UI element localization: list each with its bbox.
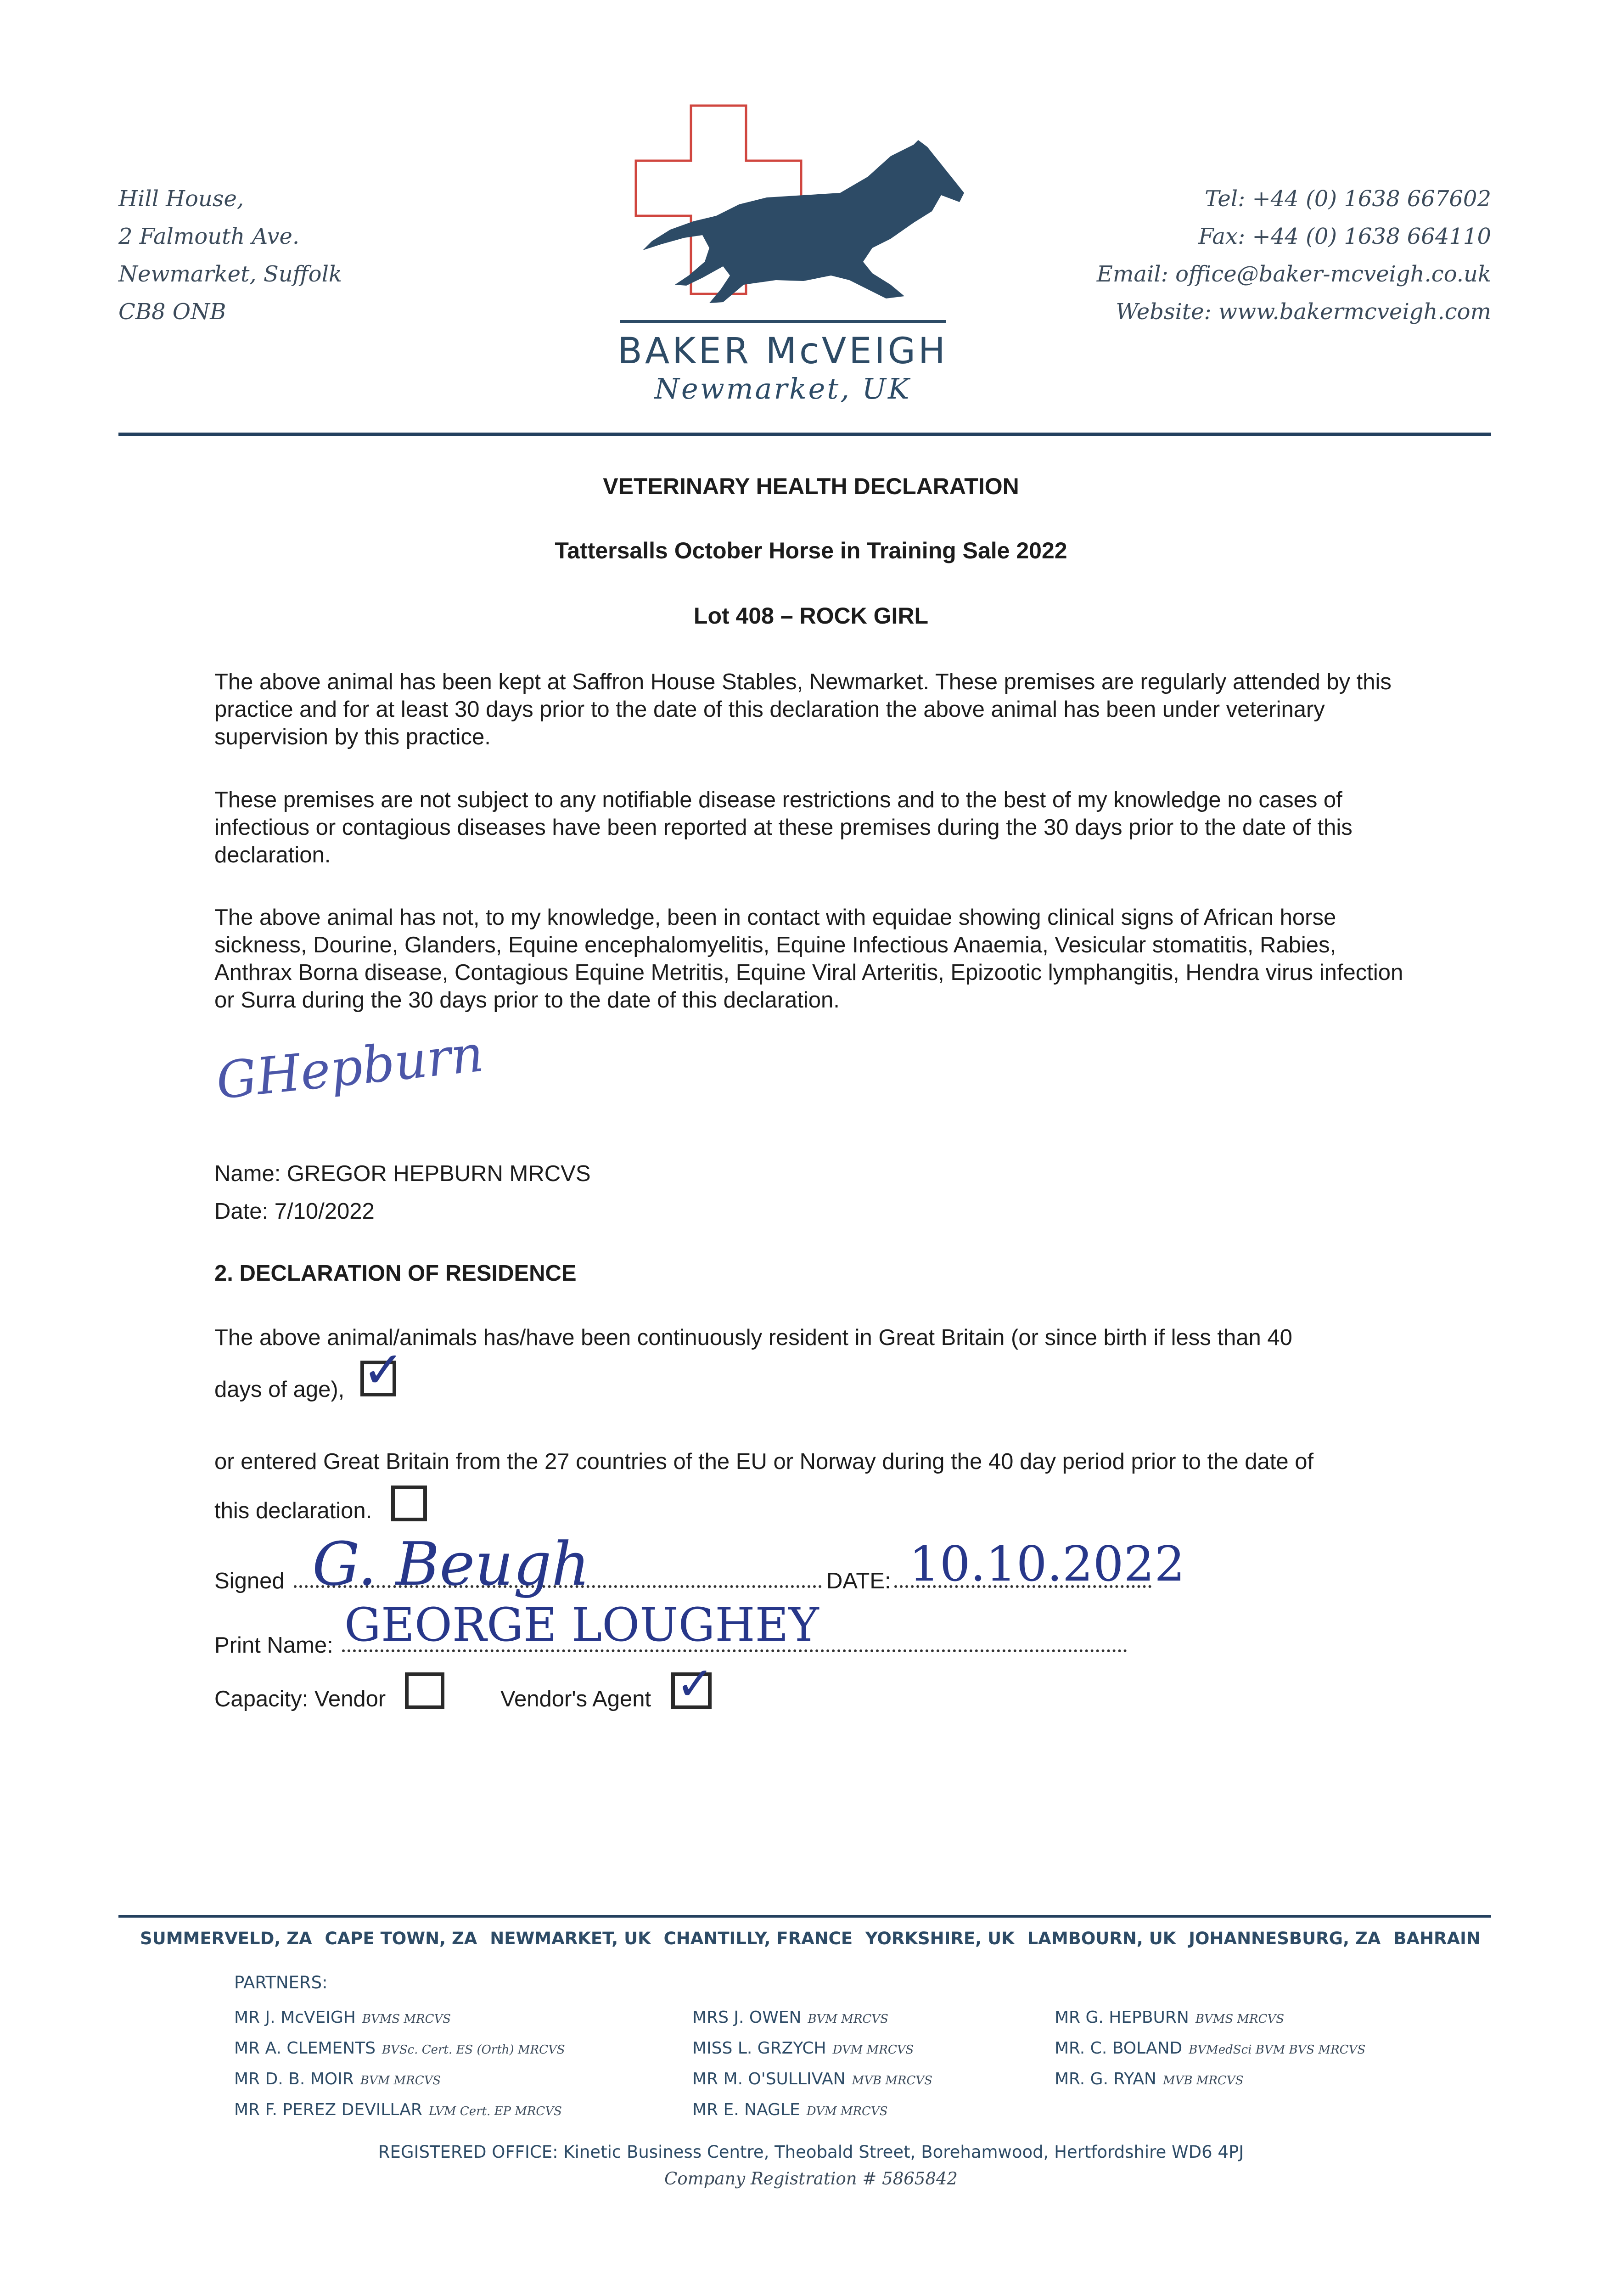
sale-title: Tattersalls October Horse in Training Sale 2022 — [555, 538, 1067, 563]
paragraph-supervision: The above animal has been kept at Saffron House Stables, Newmarket. These premises are regularly attended by this practice and for at least 30 days prior to the date of this declaration the above animal has been under veterinary supervision by this practice. — [214, 670, 1392, 749]
vet-signature: GHepburn — [213, 1024, 487, 1111]
residence-text-1a: The above animal/animals has/have been continuously resident in Great Britain (or since birth if less than 40 — [214, 1325, 1292, 1350]
logo-rule — [620, 320, 946, 323]
residence-text-2a: or entered Great Britain from the 27 countries of the EU or Norway during the 40 day period prior to the date of — [214, 1449, 1314, 1474]
vendor-agent-label: Vendor's Agent — [500, 1687, 651, 1711]
registered-office: REGISTERED OFFICE: Kinetic Business Centre, Theobald Street, Borehamwood, Hertfordshire WD6 4PJ — [378, 2142, 1244, 2162]
vendor-agent-checkbox[interactable] — [671, 1657, 714, 1711]
header-divider — [118, 433, 1491, 436]
partner-entry: MRS J. OWEN BVM MRCVS — [692, 2008, 888, 2027]
partners-column-2 — [692, 2003, 932, 2126]
footer-divider — [118, 1915, 1491, 1918]
partners-heading: PARTNERS: — [234, 1973, 328, 1992]
residence-text-1b: days of age), — [214, 1377, 345, 1402]
tel-line: Tel: +44 (0) 1638 667602 — [1205, 186, 1491, 212]
address-line: Hill House, — [118, 186, 244, 212]
address-line: Newmarket, Suffolk — [118, 261, 342, 287]
fax-line: Fax: +44 (0) 1638 664110 — [1198, 224, 1491, 249]
partner-entry: MR M. O'SULLIVAN MVB MRCVS — [692, 2070, 932, 2088]
residence-text-2b: this declaration. — [214, 1498, 372, 1523]
signed-label: Signed — [214, 1569, 285, 1593]
check-mark-icon: ✓ — [676, 1657, 714, 1711]
brand-location: Newmarket, UK — [654, 372, 911, 405]
partners-column-3 — [1055, 2003, 1365, 2095]
print-name-label: Print Name: — [214, 1633, 333, 1658]
office-location: SUMMERVELD, ZA — [140, 1929, 312, 1948]
paragraph-contact: The above animal has not, to my knowledge, been in contact with equidae showing clinical signs of African horse sickness, Dourine, Glanders, Equine encephalomyelitis, Equine Infectious Anaemia, Vesicular stomatitis, Rabies, Anthrax Borna disease, Contagious Equine Metritis, Equine Viral Arteritis, Epizootic lymphangitis, Hendra virus infection or Surra during the 30 days prior to the date of this declaration. — [214, 905, 1403, 1013]
document-title: VETERINARY HEALTH DECLARATION — [603, 473, 1019, 499]
partner-entry: MR D. B. MOIR BVM MRCVS — [234, 2070, 441, 2088]
partner-entry: MISS L. GRZYCH DVM MRCVS — [692, 2039, 914, 2058]
vet-name: Name: GREGOR HEPBURN MRCVS — [214, 1161, 591, 1186]
email-line: Email: office@baker-mcveigh.co.uk — [1096, 261, 1491, 287]
partner-entry: MR F. PEREZ DEVILLAR LVM Cert. EP MRCVS — [234, 2100, 562, 2119]
capacity-label: Capacity: Vendor — [214, 1687, 386, 1711]
office-location: CHANTILLY, FRANCE — [663, 1929, 853, 1948]
partners-column-1 — [234, 2003, 565, 2126]
company-registration: Company Registration # 5865842 — [664, 2169, 958, 2189]
paragraph-premises: These premises are not subject to any notifiable disease restrictions and to the best of my knowledge no cases of infectious or contagious diseases have been reported at these premises during the 30 days prior to the date of this declaration. — [214, 788, 1353, 867]
partner-entry: MR J. McVEIGH BVMS MRCVS — [234, 2008, 451, 2027]
date-label: DATE: — [826, 1569, 891, 1593]
website-line: Website: www.bakermcveigh.com — [1116, 299, 1491, 325]
office-location: JOHANNESBURG, ZA — [1189, 1929, 1381, 1948]
print-name-value: GEORGE LOUGHEY — [344, 1598, 819, 1652]
partner-entry: MR G. HEPBURN BVMS MRCVS — [1055, 2008, 1285, 2027]
vet-date: Date: 7/10/2022 — [214, 1199, 375, 1224]
vendor-checkbox[interactable] — [405, 1672, 444, 1709]
resident-checkbox[interactable] — [360, 1340, 405, 1399]
partner-entry: MR E. NAGLE DVM MRCVS — [692, 2100, 888, 2119]
office-location: YORKSHIRE, UK — [865, 1929, 1015, 1948]
partner-entry: MR. G. RYAN MVB MRCVS — [1055, 2070, 1244, 2088]
address-line: CB8 ONB — [118, 299, 226, 325]
signed-signature: G. Beugh — [312, 1529, 590, 1599]
letterhead-contact — [1097, 180, 1491, 331]
office-location: CAPE TOWN, ZA — [325, 1929, 477, 1948]
partner-entry: MR A. CLEMENTS BVSc. Cert. ES (Orth) MRCVS — [234, 2039, 565, 2058]
partner-entry: MR. C. BOLAND BVMedSci BVM BVS MRCVS — [1055, 2039, 1366, 2058]
signed-date: 10.10.2022 — [909, 1536, 1185, 1592]
office-locations — [140, 1929, 1481, 1948]
letterhead-address — [118, 180, 342, 331]
lot-title: Lot 408 – ROCK GIRL — [693, 603, 929, 629]
office-location: NEWMARKET, UK — [490, 1929, 651, 1948]
residence-heading: 2. DECLARATION OF RESIDENCE — [214, 1261, 577, 1286]
brand-name: BAKER McVEIGH — [617, 331, 948, 372]
check-mark-icon: ✓ — [362, 1340, 405, 1399]
office-location: BAHRAIN — [1393, 1929, 1481, 1948]
address-line: 2 Falmouth Ave. — [118, 224, 300, 249]
office-location: LAMBOURN, UK — [1027, 1929, 1176, 1948]
entered-checkbox[interactable] — [391, 1486, 427, 1521]
